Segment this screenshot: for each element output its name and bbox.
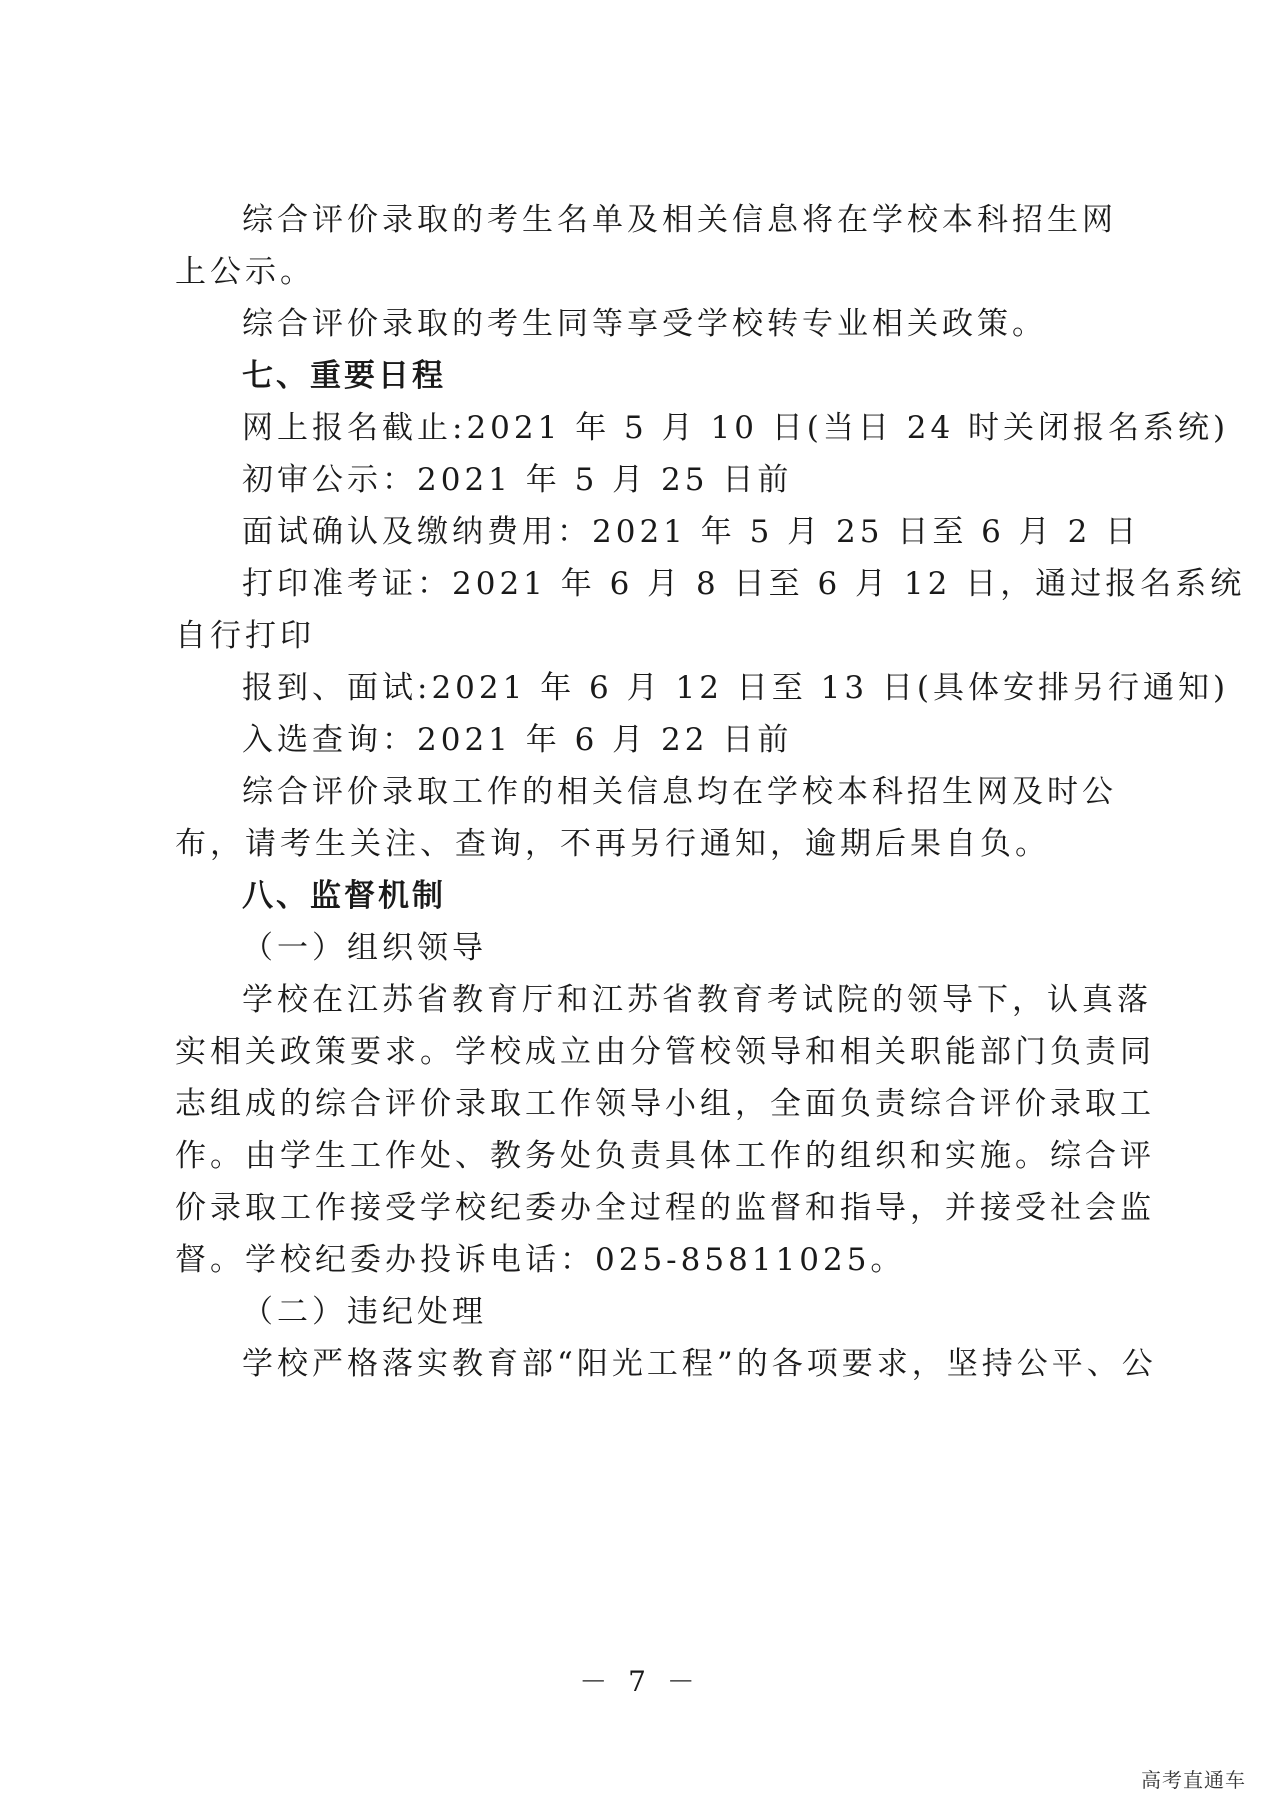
watermark: 高考直通车	[1141, 1768, 1246, 1792]
paragraph-line: 价录取工作接受学校纪委办全过程的监督和指导，并接受社会监	[175, 1190, 1155, 1226]
paragraph-line: 实相关政策要求。学校成立由分管校领导和相关职能部门负责同	[175, 1034, 1155, 1070]
paragraph-line: 督。学校纪委办投诉电话：025-85811025。	[175, 1242, 906, 1278]
paragraph-line: 志组成的综合评价录取工作领导小组，全面负责综合评价录取工	[175, 1086, 1155, 1122]
paragraph-line: 综合评价录取工作的相关信息均在学校本科招生网及时公	[242, 774, 1117, 810]
paragraph-line: 综合评价录取的考生同等享受学校转专业相关政策。	[242, 306, 1047, 342]
paragraph-line: 学校严格落实教育部“阳光工程”的各项要求，坚持公平、公	[242, 1346, 1157, 1382]
subsection-heading: （二）违纪处理	[242, 1294, 487, 1330]
paragraph-line: 作。由学生工作处、教务处负责具体工作的组织和实施。综合评	[175, 1138, 1155, 1174]
schedule-item: 打印准考证：2021 年 6 月 8 日至 6 月 12 日，通过报名系统	[242, 566, 1246, 602]
page-number: － 7 －	[579, 1665, 701, 1698]
subsection-heading: （一）组织领导	[242, 930, 487, 966]
schedule-item: 网上报名截止:2021 年 5 月 10 日(当日 24 时关闭报名系统)	[242, 410, 1230, 446]
schedule-item: 入选查询：2021 年 6 月 22 日前	[242, 722, 793, 758]
schedule-item: 面试确认及缴纳费用：2021 年 5 月 25 日至 6 月 2 日	[242, 514, 1141, 550]
schedule-item: 报到、面试:2021 年 6 月 12 日至 13 日(具体安排另行通知)	[242, 670, 1230, 706]
section-heading: 八、监督机制	[242, 878, 446, 914]
paragraph-line: 上公示。	[175, 254, 315, 290]
paragraph-line: 综合评价录取的考生名单及相关信息将在学校本科招生网	[242, 202, 1117, 238]
section-heading: 七、重要日程	[242, 358, 446, 394]
paragraph-line: 学校在江苏省教育厅和江苏省教育考试院的领导下，认真落	[242, 982, 1152, 1018]
schedule-item-continued: 自行打印	[175, 618, 315, 654]
paragraph-line: 布，请考生关注、查询，不再另行通知，逾期后果自负。	[175, 826, 1050, 862]
schedule-item: 初审公示：2021 年 5 月 25 日前	[242, 462, 793, 498]
